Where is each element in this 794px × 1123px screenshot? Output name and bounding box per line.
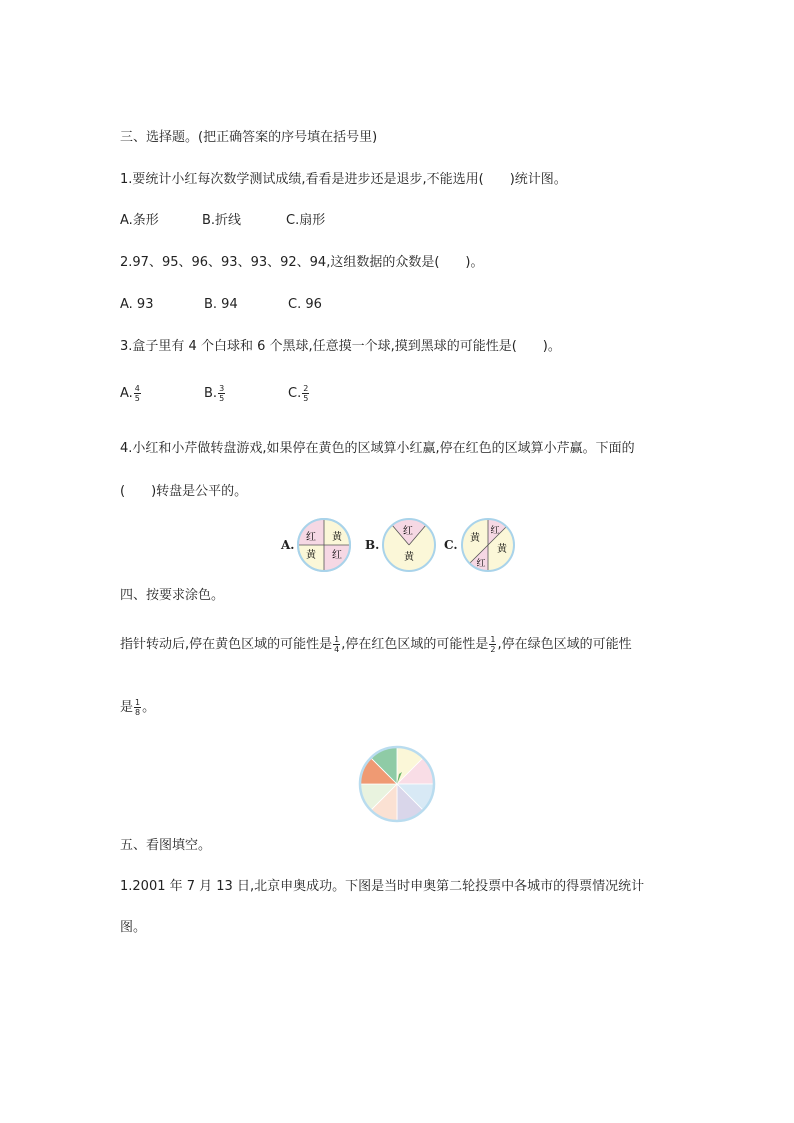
- wheel-c-sector-4: 红: [476, 559, 486, 569]
- section5-q1-line2: 图。: [120, 920, 147, 935]
- q3-text: 3.盒子里有 4 个白球和 6 个黑球,任意摸一个球,摸到黑球的可能性是( )。: [120, 339, 561, 354]
- q1-option-a: A.条形: [120, 213, 159, 228]
- wheel-c-sector-2: 黄: [470, 533, 480, 544]
- q2-option-a: A. 93: [120, 297, 154, 312]
- q3-option-a-letter: A.: [120, 386, 133, 401]
- q3-option-b-fraction: $\frac{3}{5}$: [219, 384, 225, 403]
- wheel-b-sector-1: 红: [403, 526, 413, 537]
- wheel-b-label: B.: [365, 538, 380, 552]
- wheel-c-sector-3: 黄: [497, 544, 507, 555]
- wheel-c: [460, 517, 516, 573]
- section3-title: 三、选择题。(把正确答案的序号填在括号里): [120, 130, 378, 145]
- fraction-green: $\frac{1}{8}$: [135, 698, 141, 717]
- wheel-a-sector-2: 黄: [332, 532, 342, 543]
- q1-option-c: C.扇形: [286, 213, 326, 228]
- q3-option-b-letter: B.: [204, 386, 218, 401]
- q4-text-line2: ( )转盘是公平的。: [120, 484, 248, 499]
- wheel-a: [296, 517, 352, 573]
- q1-text: 1.要统计小红每次数学测试成绩,看看是进步还是退步,不能选用( )统计图。: [120, 172, 567, 187]
- fraction-yellow: $\frac{1}{4}$: [334, 635, 340, 654]
- q4-text-line1: 4.小红和小芹做转盘游戏,如果停在黄色的区域算小红赢,停在红色的区域算小芹赢。下面的: [120, 441, 635, 456]
- q2-option-b: B. 94: [204, 297, 238, 312]
- q3-option-b: [204, 384, 226, 403]
- q3-option-c-fraction: $\frac{2}{5}$: [303, 384, 309, 403]
- q3-option-a: [120, 384, 142, 403]
- coloring-spinner: [357, 744, 437, 824]
- wheel-a-sector-3: 黄: [306, 550, 316, 561]
- wheel-b: [381, 517, 437, 573]
- wheel-a-sector-4: 红: [332, 550, 342, 561]
- wheel-c-label: C.: [444, 538, 458, 552]
- q2-option-c: C. 96: [288, 297, 322, 312]
- q3-option-c: [288, 384, 310, 403]
- q3-option-a-fraction: $\frac{4}{5}$: [134, 384, 140, 403]
- q1-option-b: B.折线: [202, 213, 242, 228]
- section4-title: 四、按要求涂色。: [120, 588, 225, 603]
- fraction-red: $\frac{1}{2}$: [490, 635, 496, 654]
- section4-text-line2: 是 $\frac{1}{8}$ 。: [120, 698, 156, 717]
- wheel-a-label: A.: [281, 538, 295, 552]
- wheel-b-sector-2: 黄: [404, 552, 414, 563]
- q2-text: 2.97、95、96、93、93、92、94,这组数据的众数是( )。: [120, 255, 484, 270]
- q3-option-c-letter: C.: [288, 386, 302, 401]
- section4-text-line1: 指针转动后,停在黄色区域的可能性是 $\frac{1}{4}$ ,停在红色区域的可能性是 $\frac{1}{2}$ ,停在绿色区域的可能性: [120, 635, 632, 654]
- section5-title: 五、看图填空。: [120, 838, 212, 853]
- wheel-c-sector-1: 红: [490, 526, 500, 536]
- section5-q1-line1: 1.2001 年 7 月 13 日,北京申奥成功。下图是当时申奥第二轮投票中各城市的得票情况统计: [120, 879, 645, 894]
- wheel-a-sector-1: 红: [306, 532, 316, 543]
